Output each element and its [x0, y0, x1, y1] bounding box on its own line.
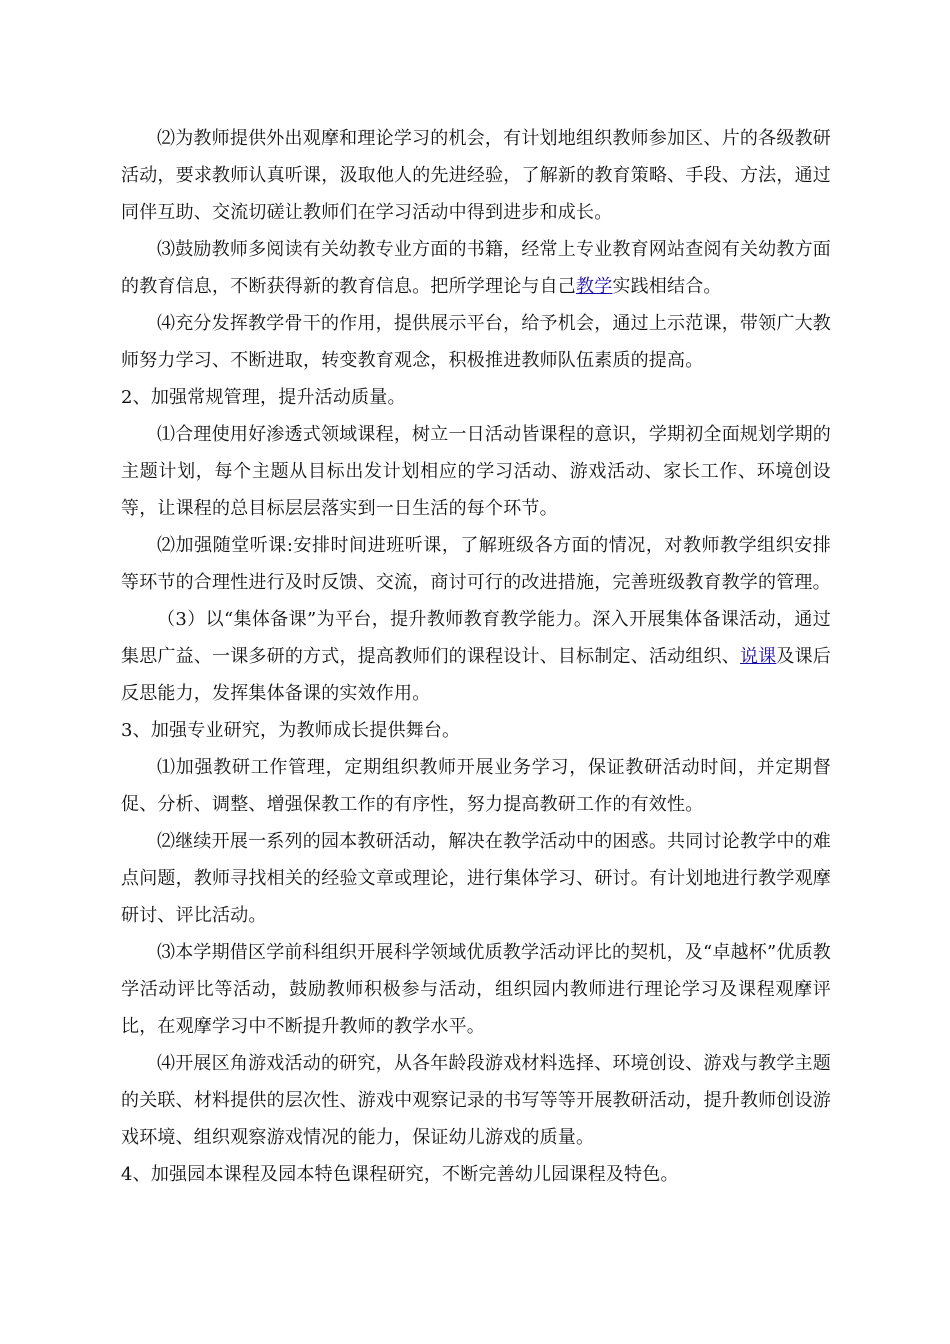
paragraph-text: ⑶鼓励教师多阅读有关幼教专业方面的书籍，经常上专业教育网站查阅有关幼教方面的教育信息，不断获得新的教育信息。把所学理论与自己 — [121, 239, 831, 297]
paragraph-3-1: ⑴合理使用好渗透式领域课程，树立一日活动皆课程的意识，学期初全面规划学期的主题计划，每个主题从目标出发计划相应的学习活动、游戏活动、家长工作、环境创设等，让课程的总目标层层落实到一日生活的每个环节。 — [121, 424, 831, 519]
paragraph-4-4: ⑷开展区角游戏活动的研究，从各年龄段游戏材料选择、环境创设、游戏与教学主题的关联、材料提供的层次性、游戏中观察记录的书写等等开展教研活动，提升教师创设游戏环境、组织观察游戏情况的能力，保证幼儿游戏的质量。 — [121, 1053, 831, 1148]
section-heading-4: 4、加强园本课程及园本特色课程研究，不断完善幼儿园课程及特色。 — [121, 1164, 679, 1185]
paragraph-text: 及课后反思能力，发挥集体备课的实效作用。 — [121, 646, 832, 704]
link-jiaoxue[interactable]: 教学 — [576, 276, 613, 297]
section-heading-2: 2、加强常规管理，提升活动质量。 — [121, 387, 406, 408]
paragraph-3-3 — [121, 601, 831, 712]
paragraph-3-2: ⑵加强随堂听课:安排时间进班听课，了解班级各方面的情况，对教师教学组织安排等环节的合理性进行及时反馈、交流，商讨可行的改进措施，完善班级教育教学的管理。 — [121, 535, 831, 593]
paragraph-4-3: ⑶本学期借区学前科组织开展科学领域优质教学活动评比的契机，及“卓越杯”优质教学活动评比等活动，鼓励教师积极参与活动，组织园内教师进行理论学习及课程观摩评比，在观摩学习中不断提升教师的教学水平。 — [121, 942, 832, 1037]
paragraph-4-1: ⑴加强教研工作管理，定期组织教师开展业务学习，保证教研活动时间，并定期督促、分析、调整、增强保教工作的有序性，努力提高教研工作的有效性。 — [121, 757, 831, 815]
document-body — [121, 120, 831, 1193]
paragraph-2-3 — [121, 231, 831, 305]
paragraph-4-2: ⑵继续开展一系列的园本教研活动，解决在教学活动中的困惑。共同讨论教学中的难点问题，教师寻找相关的经验文章或理论，进行集体学习、研讨。有计划地进行教学观摩研讨、评比活动。 — [121, 831, 831, 926]
paragraph-2-2: ⑵为教师提供外出观摩和理论学习的机会，有计划地组织教师参加区、片的各级教研活动，要求教师认真听课，汲取他人的先进经验，了解新的教育策略、手段、方法，通过同伴互助、交流切磋让教师们在学习活动中得到进步和成长。 — [121, 128, 831, 223]
paragraph-2-4: ⑷充分发挥教学骨干的作用，提供展示平台，给予机会，通过上示范课，带领广大教师努力学习、不断进取，转变教育观念，积极推进教师队伍素质的提高。 — [121, 313, 831, 371]
paragraph-text: （3）以“集体备课”为平台，提升教师教育教学能力。深入开展集体备课活动，通过集思广益、一课多研的方式，提高教师们的课程设计、目标制定、活动组织、 — [121, 609, 831, 667]
link-shuoke[interactable]: 说课 — [739, 646, 777, 667]
section-heading-3: 3、加强专业研究，为教师成长提供舞台。 — [121, 720, 461, 741]
paragraph-text: 实践相结合。 — [612, 276, 722, 297]
